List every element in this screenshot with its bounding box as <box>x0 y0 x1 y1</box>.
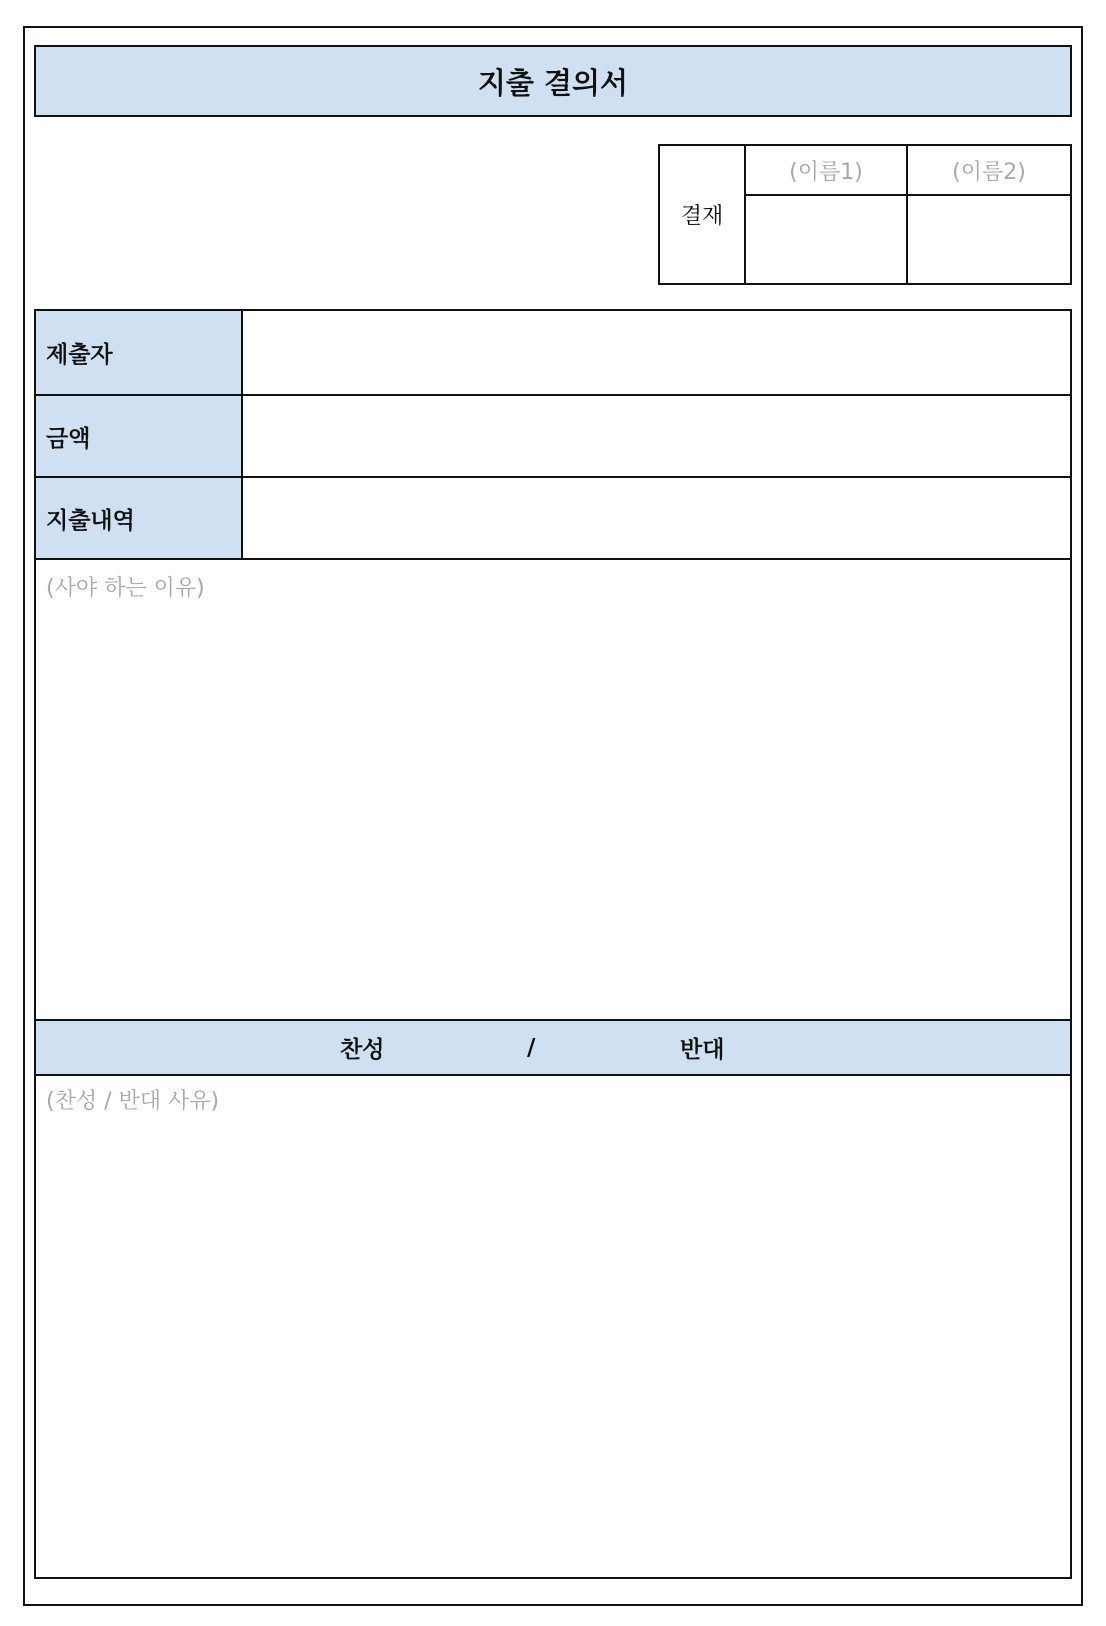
approver-name-2: (이름2) <box>908 146 1070 196</box>
vote-bar <box>36 1019 1070 1076</box>
submitter-label: 제출자 <box>36 311 243 394</box>
vote-agree[interactable]: 찬성 <box>340 1037 385 1063</box>
approver-signature-box-2[interactable] <box>908 196 1070 283</box>
vote-separator: / <box>527 1034 536 1061</box>
expense-details-field[interactable] <box>243 478 1070 558</box>
purchase-reason-placeholder[interactable]: (사야 하는 이유) <box>46 576 205 601</box>
approver-name-1: (이름1) <box>746 146 908 196</box>
form-row-expense-details <box>36 478 1070 560</box>
form-row-submitter <box>36 311 1070 396</box>
amount-field[interactable] <box>243 396 1070 476</box>
expense-details-label: 지출내역 <box>36 478 243 558</box>
approval-table <box>658 144 1072 285</box>
form-row-amount <box>36 396 1070 478</box>
expense-form <box>34 309 1072 1579</box>
vote-reason-placeholder[interactable]: (찬성 / 반대 사유) <box>46 1089 220 1114</box>
document-title: 지출 결의서 <box>34 45 1072 117</box>
approver-signature-box-1[interactable] <box>746 196 908 283</box>
submitter-field[interactable] <box>243 311 1070 394</box>
approval-label: 결재 <box>660 146 746 283</box>
vote-disagree[interactable]: 반대 <box>680 1037 725 1063</box>
amount-label: 금액 <box>36 396 243 476</box>
